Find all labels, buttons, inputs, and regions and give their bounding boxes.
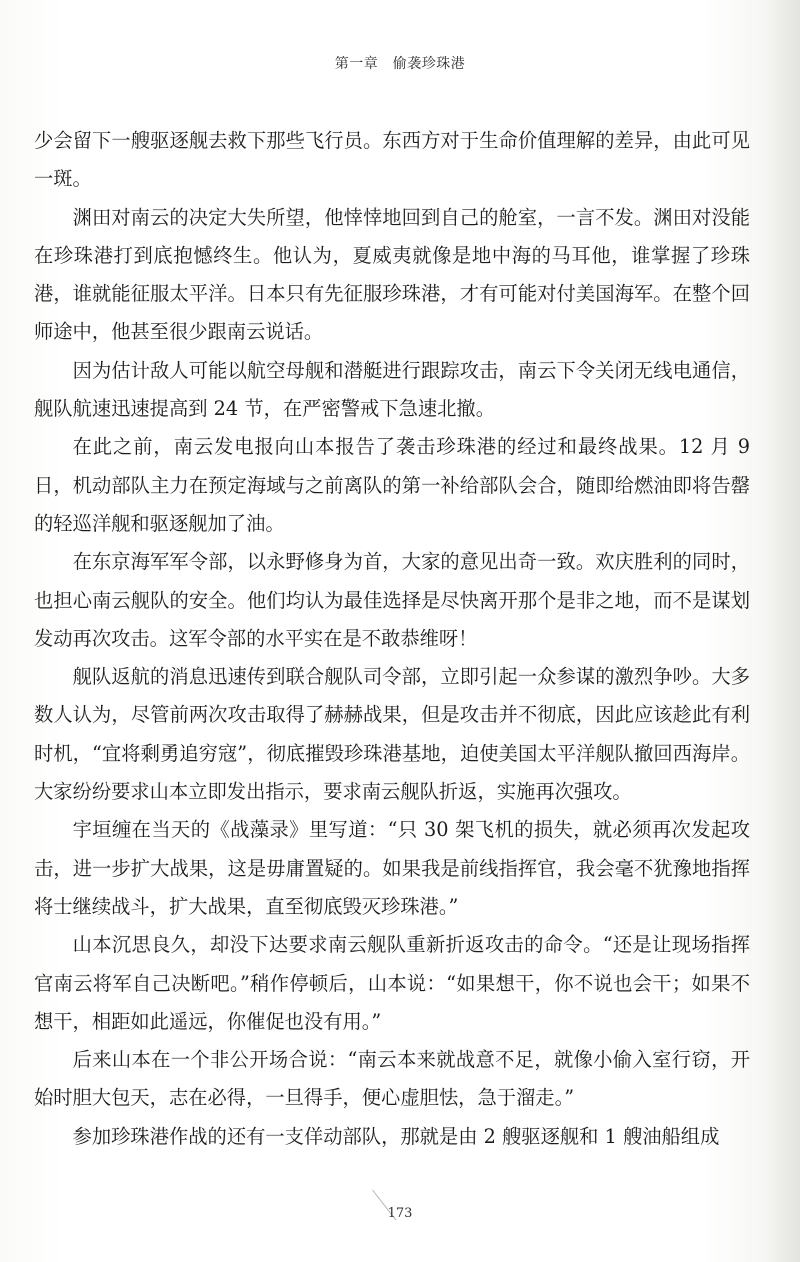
body-text [34,122,750,1156]
paragraph: 参加珍珠港作战的还有一支佯动部队，那就是由 2 艘驱逐舰和 1 艘油船组成 [72,1124,720,1148]
paragraph: 因为估计敌人可能以航空母舰和潜艇进行跟踪攻击，南云下令关闭无线电通信，舰队航速迅速提高到 24 节，在严密警戒下急速北撤。 [34,358,750,421]
running-header: 第一章 偷袭珍珠港 [334,56,466,72]
paragraph: 宇垣缠在当天的《战藻录》里写道：“只 30 架飞机的损失，就必须再次发起攻击，进一步扩大战果，这是毋庸置疑的。如果我是前线指挥官，我会毫不犹豫地指挥将士继续战斗，扩大战果，直至彻底毁灭珍珠港。” [34,818,750,918]
scan-edge-shadow [764,0,800,1262]
paragraph: 山本沉思良久，却没下达要求南云舰队重新折返攻击的命令。“还是让现场指挥官南云将军自己决断吧。”稍作停顿后，山本说：“如果想干，你不说也会干；如果不想干，相距如此遥远，你催促也没有用。” [34,933,750,1033]
paragraph: 舰队返航的消息迅速传到联合舰队司令部，立即引起一众参谋的激烈争吵。大多数人认为，尽管前两次攻击取得了赫赫战果，但是攻击并不彻底，因此应该趁此有利时机，“宜将剩勇追穷寇”，彻底摧毁珍珠港基地，迫使美国太平洋舰队撤回西海岸。大家纷纷要求山本立即发出指示，要求南云舰队折返，实施再次强攻。 [34,665,750,804]
page-number: 173 [387,1206,413,1221]
paragraph: 渊田对南云的决定大失所望，他悻悻地回到自己的舱室，一言不发。渊田对没能在珍珠港打到底抱憾终生。他认为，夏威夷就像是地中海的马耳他，谁掌握了珍珠港，谁就能征服太平洋。日本只有先征服珍珠港，才有可能对付美国海军。在整个回师途中，他甚至很少跟南云说话。 [34,205,750,344]
paragraph: 后来山本在一个非公开场合说：“南云本来就战意不足，就像小偷入室行窃，开始时胆大包天，志在必得，一旦得手，便心虚胆怯，急于溜走。” [34,1048,750,1110]
paragraph-continued: 少会留下一艘驱逐舰去救下那些飞行员。东西方对于生命价值理解的差异，由此可见一斑。 [34,129,750,191]
paragraph: 在东京海军军令部，以永野修身为首，大家的意见出奇一致。欢庆胜利的同时，也担心南云舰队的安全。他们均认为最佳选择是尽快离开那个是非之地，而不是谋划发动再次攻击。这军令部的水平实在是不敢恭维呀！ [34,550,750,650]
paragraph: 在此之前，南云发电报向山本报告了袭击珍珠港的经过和最终战果。12 月 9 日，机动部队主力在预定海域与之前离队的第一补给部队会合，随即给燃油即将告罄的轻巡洋舰和驱逐舰加了油。 [34,435,750,535]
